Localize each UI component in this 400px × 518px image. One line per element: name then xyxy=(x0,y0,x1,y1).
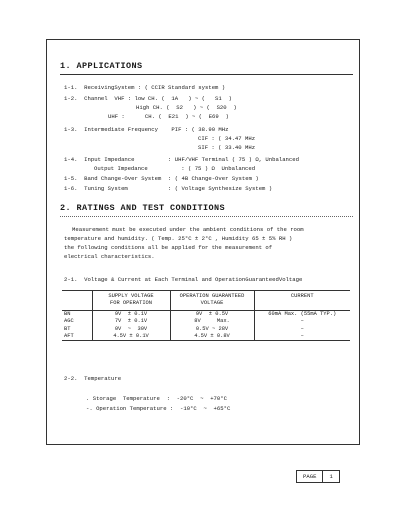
supply-cell: 4.5V ± 0.1V xyxy=(92,333,170,341)
table-row xyxy=(62,326,350,333)
table-header-row-2 xyxy=(62,300,350,310)
receiving-system-line: 1-1. ReceivingSystem : ( CCIR Standard system ) xyxy=(64,84,226,91)
header-for-operation: FOR OPERATION xyxy=(92,300,170,310)
section-1-rule xyxy=(60,74,353,75)
band-change-line: 1-5. Band Change-Over System : ( 4B Change-Over System ) xyxy=(64,175,259,182)
terminal-cell: AFT xyxy=(62,333,92,341)
operation-cell: 0.5V ~ 28V xyxy=(170,326,254,333)
output-impedance-line: Output Impedance : ( 75 ) Ω Unbalanced xyxy=(94,165,256,172)
section-2-rule xyxy=(60,216,353,217)
subsection-2-2-title: 2-2. Temperature xyxy=(64,375,122,382)
if-sif-line: SIF : ( 33.40 MHz xyxy=(198,144,256,151)
header-terminal xyxy=(62,291,92,301)
operation-cell: 9V ± 0.5V xyxy=(170,310,254,318)
page-number: 1 xyxy=(329,473,333,480)
header-voltage: VOLTAGE xyxy=(170,300,254,310)
section-1-title: 1. APPLICATIONS xyxy=(60,61,143,71)
header-supply-voltage: SUPPLY VOLTAGE xyxy=(92,291,170,301)
channel-uhf-line: UHF : CH. ( E21 ) ~ ( E69 ) xyxy=(108,113,229,120)
current-cell: – xyxy=(254,318,350,325)
input-impedance-line: 1-4. Input Impedance : UHF/VHF Terminal ( 75 ) Ω, Unbalanced xyxy=(64,156,299,163)
page-label: PAGE xyxy=(297,471,323,482)
table-header-row xyxy=(62,291,350,301)
supply-cell: 9V ± 0.1V xyxy=(92,310,170,318)
current-cell: – xyxy=(254,333,350,341)
conditions-para-4: electrical characteristics. xyxy=(64,253,155,260)
conditions-para-1: Measurement must be executed under the ambient conditions of the room xyxy=(72,226,304,233)
section-2-title: 2. RATINGS AND TEST CONDITIONS xyxy=(60,203,226,213)
table-row xyxy=(62,310,350,318)
table-row xyxy=(62,318,350,325)
current-cell: 60mA Max. (55mA TYP.) xyxy=(254,310,350,318)
channel-vhf-high-line: High CH. ( S2 ) ~ ( S20 ) xyxy=(136,104,237,111)
if-pif-line: 1-3. Intermediate Frequency PIF : ( 38.90 MHz xyxy=(64,126,229,133)
storage-temperature-line: . Storage Temperature : -20°C ~ +70°C xyxy=(86,395,227,402)
header-current: CURRENT xyxy=(254,291,350,301)
supply-cell: 7V ± 0.1V xyxy=(92,318,170,325)
header-operation-guaranteed: OPERATION GUARANTEED xyxy=(170,291,254,301)
terminal-cell: BT xyxy=(64,325,71,332)
current-cell: – xyxy=(254,326,350,333)
conditions-para-3: the following conditions all be applied for the measurement of xyxy=(64,244,273,251)
terminal-cell: BN xyxy=(64,310,71,317)
if-cif-line: CIF : ( 34.47 MHz xyxy=(198,135,256,142)
operation-temperature-line: -. Operation Temperature : -10°C ~ +65°C xyxy=(86,405,231,412)
conditions-para-2: temperature and humidity. ( Temp. 25°C ± 2°C , Humidity 65 ± 5% RH ) xyxy=(64,235,293,242)
tuning-system-line: 1-6. Tuning System : ( Voltage Synthesize System ) xyxy=(64,185,273,192)
table-row xyxy=(62,333,350,341)
channel-vhf-low-line: 1-2. Channel VHF : low CH. ( 1A ) ~ ( S1 ) xyxy=(64,95,232,102)
page-number-box xyxy=(296,470,340,483)
voltage-current-table xyxy=(62,290,350,341)
subsection-2-1-title: 2-1. Voltage & Current at Each Terminal and OperationGuaranteedVoltage xyxy=(64,276,303,283)
operation-cell: 8V Max. xyxy=(170,318,254,325)
terminal-cell: AGC xyxy=(64,318,74,325)
operation-cell: 4.5V ± 0.8V xyxy=(170,333,254,341)
supply-cell: 0V ~ 30V xyxy=(92,326,170,333)
